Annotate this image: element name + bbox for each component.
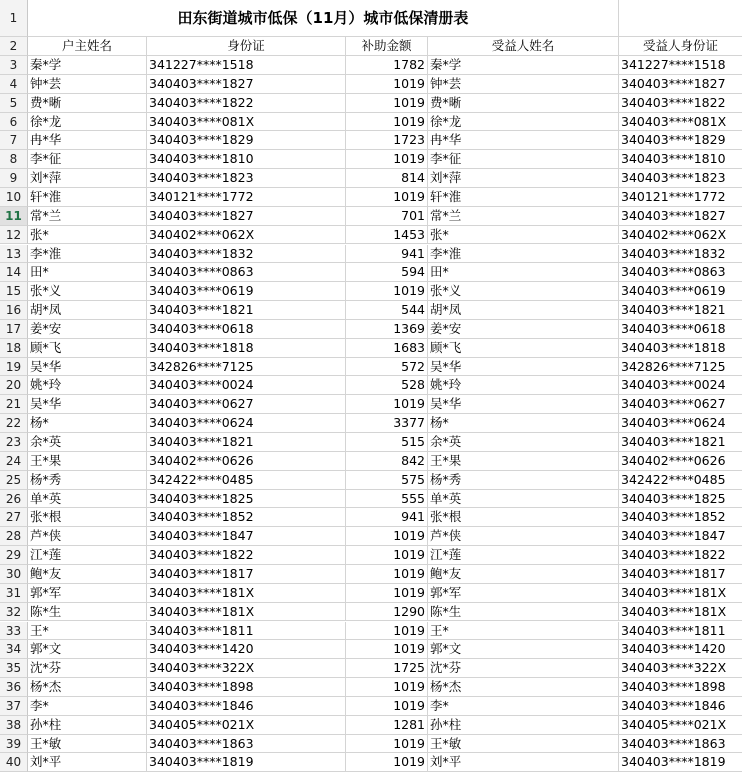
table-row [0, 527, 742, 546]
beneficiary-id-cell[interactable]: 340405****021X [619, 716, 742, 735]
beneficiary-name-cell[interactable]: 吴*华 [428, 395, 619, 414]
householder-name-cell[interactable]: 费*晰 [28, 94, 147, 113]
beneficiary-name-cell[interactable]: 杨* [428, 414, 619, 433]
id-card-cell[interactable]: 340403****1832 [147, 245, 346, 264]
id-card-cell[interactable]: 340403****181X [147, 584, 346, 603]
beneficiary-id-cell[interactable]: 340403****081X [619, 113, 742, 132]
beneficiary-id-cell[interactable]: 340403****1821 [619, 433, 742, 452]
id-card-cell[interactable]: 340403****1847 [147, 527, 346, 546]
beneficiary-name-cell[interactable]: 徐*龙 [428, 113, 619, 132]
beneficiary-id-cell[interactable]: 340403****1817 [619, 565, 742, 584]
beneficiary-name-cell[interactable]: 姚*玲 [428, 376, 619, 395]
beneficiary-name-cell[interactable]: 郭*文 [428, 640, 619, 659]
row-header[interactable]: 12 [0, 226, 28, 245]
table-row [0, 659, 742, 678]
beneficiary-id-cell[interactable]: 340403****0024 [619, 376, 742, 395]
subsidy-amount-cell[interactable]: 3377 [346, 414, 428, 433]
beneficiary-id-cell[interactable]: 340403****1810 [619, 150, 742, 169]
subsidy-amount-cell[interactable]: 1782 [346, 56, 428, 75]
id-card-cell[interactable]: 340403****0627 [147, 395, 346, 414]
beneficiary-name-cell[interactable]: 姜*安 [428, 320, 619, 339]
beneficiary-name-cell[interactable]: 吴*华 [428, 358, 619, 377]
header-row [0, 37, 742, 56]
beneficiary-id-cell[interactable]: 340403****0863 [619, 263, 742, 282]
householder-name-cell[interactable]: 徐*龙 [28, 113, 147, 132]
beneficiary-id-cell[interactable]: 340403****1420 [619, 640, 742, 659]
householder-name-cell[interactable]: 李* [28, 697, 147, 716]
beneficiary-id-cell[interactable]: 340402****0626 [619, 452, 742, 471]
householder-name-cell[interactable]: 姜*安 [28, 320, 147, 339]
householder-name-cell[interactable]: 顾*飞 [28, 339, 147, 358]
beneficiary-name-cell[interactable]: 芦*侠 [428, 527, 619, 546]
householder-name-cell[interactable]: 鲍*友 [28, 565, 147, 584]
beneficiary-name-cell[interactable]: 李*淮 [428, 245, 619, 264]
beneficiary-id-cell[interactable]: 340403****1811 [619, 622, 742, 641]
id-card-cell[interactable]: 340403****1810 [147, 150, 346, 169]
beneficiary-id-cell[interactable]: 340403****1847 [619, 527, 742, 546]
beneficiary-id-cell[interactable]: 342826****7125 [619, 358, 742, 377]
beneficiary-name-cell[interactable]: 孙*柱 [428, 716, 619, 735]
table-row [0, 263, 742, 282]
row-header[interactable]: 16 [0, 301, 28, 320]
beneficiary-name-cell[interactable]: 刘*平 [428, 753, 619, 772]
table-row [0, 320, 742, 339]
id-card-cell[interactable]: 340403****1822 [147, 546, 346, 565]
beneficiary-name-cell[interactable]: 杨*秀 [428, 471, 619, 490]
householder-name-cell[interactable]: 杨*杰 [28, 678, 147, 697]
table-row [0, 735, 742, 754]
beneficiary-id-cell[interactable]: 340403****1821 [619, 301, 742, 320]
householder-name-cell[interactable]: 姚*玲 [28, 376, 147, 395]
beneficiary-id-cell[interactable]: 340403****1832 [619, 245, 742, 264]
beneficiary-name-cell[interactable]: 沈*芬 [428, 659, 619, 678]
table-row [0, 716, 742, 735]
row-header[interactable]: 17 [0, 320, 28, 339]
beneficiary-name-cell[interactable]: 轩*淮 [428, 188, 619, 207]
subsidy-amount-cell[interactable]: 555 [346, 490, 428, 509]
householder-name-cell[interactable]: 钟*芸 [28, 75, 147, 94]
column-header-beneficiary-name[interactable]: 受益人姓名 [428, 37, 619, 56]
subsidy-amount-cell[interactable]: 515 [346, 433, 428, 452]
beneficiary-name-cell[interactable]: 张* [428, 226, 619, 245]
subsidy-amount-cell[interactable]: 1369 [346, 320, 428, 339]
beneficiary-name-cell[interactable]: 李*征 [428, 150, 619, 169]
householder-name-cell[interactable]: 杨*秀 [28, 471, 147, 490]
row-header[interactable]: 38 [0, 716, 28, 735]
householder-name-cell[interactable]: 王*果 [28, 452, 147, 471]
beneficiary-name-cell[interactable]: 杨*杰 [428, 678, 619, 697]
row-header[interactable]: 32 [0, 603, 28, 622]
subsidy-amount-cell[interactable]: 1019 [346, 622, 428, 641]
table-row [0, 188, 742, 207]
table-row [0, 490, 742, 509]
beneficiary-id-cell[interactable]: 340403****1829 [619, 131, 742, 150]
table-row [0, 376, 742, 395]
id-card-cell[interactable]: 340403****1821 [147, 433, 346, 452]
subsidy-amount-cell[interactable]: 575 [346, 471, 428, 490]
subsidy-amount-cell[interactable]: 701 [346, 207, 428, 226]
subsidy-amount-cell[interactable]: 1019 [346, 546, 428, 565]
table-row [0, 207, 742, 226]
id-card-cell[interactable]: 342826****7125 [147, 358, 346, 377]
id-card-cell[interactable]: 340402****0626 [147, 452, 346, 471]
table-row [0, 546, 742, 565]
table-row [0, 471, 742, 490]
beneficiary-id-cell[interactable]: 340403****1898 [619, 678, 742, 697]
subsidy-amount-cell[interactable]: 1683 [346, 339, 428, 358]
row-header[interactable]: 20 [0, 376, 28, 395]
beneficiary-name-cell[interactable]: 王* [428, 622, 619, 641]
beneficiary-name-cell[interactable]: 单*英 [428, 490, 619, 509]
table-row [0, 226, 742, 245]
beneficiary-id-cell[interactable]: 340403****181X [619, 603, 742, 622]
beneficiary-id-cell[interactable]: 341227****1518 [619, 56, 742, 75]
id-card-cell[interactable]: 340403****0624 [147, 414, 346, 433]
subsidy-amount-cell[interactable]: 1453 [346, 226, 428, 245]
householder-name-cell[interactable]: 单*英 [28, 490, 147, 509]
table-row [0, 508, 742, 527]
beneficiary-id-cell[interactable]: 340402****062X [619, 226, 742, 245]
table-row [0, 131, 742, 150]
row-header[interactable]: 33 [0, 622, 28, 641]
householder-name-cell[interactable]: 田* [28, 263, 147, 282]
subsidy-amount-cell[interactable]: 1019 [346, 640, 428, 659]
subsidy-amount-cell[interactable]: 1019 [346, 94, 428, 113]
table-row [0, 282, 742, 301]
id-card-cell[interactable]: 340403****1822 [147, 94, 346, 113]
row-header[interactable]: 24 [0, 452, 28, 471]
row-header[interactable]: 29 [0, 546, 28, 565]
id-card-cell[interactable]: 342422****0485 [147, 471, 346, 490]
table-row [0, 753, 742, 772]
subsidy-amount-cell[interactable]: 528 [346, 376, 428, 395]
beneficiary-name-cell[interactable]: 郭*军 [428, 584, 619, 603]
table-row [0, 678, 742, 697]
beneficiary-id-cell[interactable]: 340403****0619 [619, 282, 742, 301]
beneficiary-name-cell[interactable]: 鲍*友 [428, 565, 619, 584]
subsidy-amount-cell[interactable]: 814 [346, 169, 428, 188]
row-header[interactable]: 31 [0, 584, 28, 603]
table-row [0, 358, 742, 377]
table-row [0, 697, 742, 716]
householder-name-cell[interactable]: 胡*凤 [28, 301, 147, 320]
row-header[interactable]: 22 [0, 414, 28, 433]
subsidy-amount-cell[interactable]: 1019 [346, 282, 428, 301]
householder-name-cell[interactable]: 刘*平 [28, 753, 147, 772]
row-header[interactable]: 15 [0, 282, 28, 301]
householder-name-cell[interactable]: 郭*军 [28, 584, 147, 603]
row-header[interactable]: 26 [0, 490, 28, 509]
subsidy-amount-cell[interactable]: 1019 [346, 735, 428, 754]
id-card-cell[interactable]: 340403****1827 [147, 207, 346, 226]
column-header-subsidy-amount[interactable]: 补助金额 [346, 37, 428, 56]
beneficiary-id-cell[interactable]: 340403****1823 [619, 169, 742, 188]
row-header[interactable]: 34 [0, 640, 28, 659]
column-header-id-card[interactable]: 身份证 [147, 37, 346, 56]
beneficiary-name-cell[interactable]: 胡*凤 [428, 301, 619, 320]
subsidy-amount-cell[interactable]: 1281 [346, 716, 428, 735]
subsidy-amount-cell[interactable]: 1019 [346, 565, 428, 584]
householder-name-cell[interactable]: 张* [28, 226, 147, 245]
beneficiary-id-cell[interactable]: 340121****1772 [619, 188, 742, 207]
householder-name-cell[interactable]: 李*淮 [28, 245, 147, 264]
row-header[interactable]: 19 [0, 358, 28, 377]
id-card-cell[interactable]: 340403****322X [147, 659, 346, 678]
householder-name-cell[interactable]: 张*义 [28, 282, 147, 301]
householder-name-cell[interactable]: 常*兰 [28, 207, 147, 226]
row-header[interactable]: 37 [0, 697, 28, 716]
beneficiary-id-cell[interactable]: 340403****0618 [619, 320, 742, 339]
subsidy-amount-cell[interactable]: 1019 [346, 113, 428, 132]
table-row [0, 452, 742, 471]
beneficiary-id-cell[interactable]: 340403****0627 [619, 395, 742, 414]
householder-name-cell[interactable]: 沈*芬 [28, 659, 147, 678]
id-card-cell[interactable]: 340403****0619 [147, 282, 346, 301]
table-row [0, 603, 742, 622]
table-row [0, 395, 742, 414]
title-row [0, 0, 742, 37]
beneficiary-name-cell[interactable]: 常*兰 [428, 207, 619, 226]
id-card-cell[interactable]: 340403****1821 [147, 301, 346, 320]
subsidy-amount-cell[interactable]: 1019 [346, 584, 428, 603]
beneficiary-id-cell[interactable]: 340403****1827 [619, 207, 742, 226]
beneficiary-name-cell[interactable]: 陈*生 [428, 603, 619, 622]
column-header-beneficiary-id[interactable]: 受益人身份证 [619, 37, 742, 56]
row-header[interactable]: 25 [0, 471, 28, 490]
subsidy-amount-cell[interactable]: 1290 [346, 603, 428, 622]
beneficiary-id-cell[interactable]: 340403****322X [619, 659, 742, 678]
id-card-cell[interactable]: 340403****1827 [147, 75, 346, 94]
table-row [0, 113, 742, 132]
table-row [0, 622, 742, 641]
subsidy-amount-cell[interactable]: 1019 [346, 395, 428, 414]
id-card-cell[interactable]: 340403****1819 [147, 753, 346, 772]
id-card-cell[interactable]: 340403****0863 [147, 263, 346, 282]
beneficiary-name-cell[interactable]: 刘*萍 [428, 169, 619, 188]
table-row [0, 414, 742, 433]
id-card-cell[interactable]: 340403****1420 [147, 640, 346, 659]
row-header[interactable]: 21 [0, 395, 28, 414]
beneficiary-id-cell[interactable]: 340403****0624 [619, 414, 742, 433]
beneficiary-name-cell[interactable]: 田* [428, 263, 619, 282]
householder-name-cell[interactable]: 郭*文 [28, 640, 147, 659]
id-card-cell[interactable]: 340403****181X [147, 603, 346, 622]
householder-name-cell[interactable]: 孙*柱 [28, 716, 147, 735]
row-header[interactable]: 40 [0, 753, 28, 772]
beneficiary-id-cell[interactable]: 340403****181X [619, 584, 742, 603]
beneficiary-id-cell[interactable]: 340403****1846 [619, 697, 742, 716]
table-row [0, 640, 742, 659]
id-card-cell[interactable]: 340121****1772 [147, 188, 346, 207]
subsidy-amount-cell[interactable]: 1019 [346, 75, 428, 94]
table-row [0, 169, 742, 188]
subsidy-amount-cell[interactable]: 1019 [346, 697, 428, 716]
beneficiary-name-cell[interactable]: 张*根 [428, 508, 619, 527]
id-card-cell[interactable]: 340405****021X [147, 716, 346, 735]
beneficiary-name-cell[interactable]: 秦*学 [428, 56, 619, 75]
table-row [0, 150, 742, 169]
id-card-cell[interactable]: 340403****1818 [147, 339, 346, 358]
beneficiary-id-cell[interactable]: 340403****1825 [619, 490, 742, 509]
row-header[interactable]: 39 [0, 735, 28, 754]
beneficiary-name-cell[interactable]: 王*果 [428, 452, 619, 471]
beneficiary-name-cell[interactable]: 冉*华 [428, 131, 619, 150]
id-card-cell[interactable]: 340403****1852 [147, 508, 346, 527]
householder-name-cell[interactable]: 杨* [28, 414, 147, 433]
beneficiary-name-cell[interactable]: 费*晰 [428, 94, 619, 113]
row-header[interactable]: 6 [0, 113, 28, 132]
row-header[interactable]: 7 [0, 131, 28, 150]
row-header[interactable]: 28 [0, 527, 28, 546]
subsidy-amount-cell[interactable]: 842 [346, 452, 428, 471]
id-card-cell[interactable]: 340403****1846 [147, 697, 346, 716]
beneficiary-name-cell[interactable]: 王*敏 [428, 735, 619, 754]
table-row [0, 339, 742, 358]
householder-name-cell[interactable]: 王*敏 [28, 735, 147, 754]
row-header[interactable]: 8 [0, 150, 28, 169]
row-header[interactable]: 11 [0, 207, 28, 226]
row-header[interactable]: 10 [0, 188, 28, 207]
householder-name-cell[interactable]: 陈*生 [28, 603, 147, 622]
table-row [0, 56, 742, 75]
beneficiary-name-cell[interactable]: 张*义 [428, 282, 619, 301]
beneficiary-name-cell[interactable]: 李* [428, 697, 619, 716]
subsidy-amount-cell[interactable]: 941 [346, 508, 428, 527]
id-card-cell[interactable]: 340403****1811 [147, 622, 346, 641]
id-card-cell[interactable]: 340403****1898 [147, 678, 346, 697]
subsidy-amount-cell[interactable]: 1019 [346, 527, 428, 546]
id-card-cell[interactable]: 340403****0024 [147, 376, 346, 395]
beneficiary-id-cell[interactable]: 340403****1822 [619, 94, 742, 113]
row-header[interactable]: 14 [0, 263, 28, 282]
sheet-title[interactable]: 田东街道城市低保（11月）城市低保清册表 [28, 0, 619, 37]
householder-name-cell[interactable]: 王* [28, 622, 147, 641]
table-row [0, 301, 742, 320]
row-header[interactable]: 36 [0, 678, 28, 697]
id-card-cell[interactable]: 340403****081X [147, 113, 346, 132]
subsidy-amount-cell[interactable]: 1723 [346, 131, 428, 150]
subsidy-amount-cell[interactable]: 1725 [346, 659, 428, 678]
householder-name-cell[interactable]: 刘*萍 [28, 169, 147, 188]
table-row [0, 245, 742, 264]
beneficiary-name-cell[interactable]: 钟*芸 [428, 75, 619, 94]
id-card-cell[interactable]: 340403****0618 [147, 320, 346, 339]
id-card-cell[interactable]: 341227****1518 [147, 56, 346, 75]
beneficiary-id-cell[interactable]: 340403****1822 [619, 546, 742, 565]
beneficiary-id-cell[interactable]: 340403****1819 [619, 753, 742, 772]
beneficiary-id-cell[interactable]: 340403****1827 [619, 75, 742, 94]
subsidy-amount-cell[interactable]: 1019 [346, 150, 428, 169]
row-header[interactable]: 2 [0, 37, 28, 56]
id-card-cell[interactable]: 340403****1817 [147, 565, 346, 584]
row-header[interactable]: 3 [0, 56, 28, 75]
householder-name-cell[interactable]: 秦*学 [28, 56, 147, 75]
id-card-cell[interactable]: 340403****1825 [147, 490, 346, 509]
beneficiary-id-cell[interactable]: 342422****0485 [619, 471, 742, 490]
id-card-cell[interactable]: 340403****1823 [147, 169, 346, 188]
row-header[interactable]: 35 [0, 659, 28, 678]
empty-cell[interactable] [619, 0, 742, 37]
subsidy-amount-cell[interactable]: 544 [346, 301, 428, 320]
subsidy-amount-cell[interactable]: 1019 [346, 678, 428, 697]
beneficiary-id-cell[interactable]: 340403****1818 [619, 339, 742, 358]
table-row [0, 433, 742, 452]
householder-name-cell[interactable]: 李*征 [28, 150, 147, 169]
column-header-householder-name[interactable]: 户主姓名 [28, 37, 147, 56]
table-row [0, 565, 742, 584]
id-card-cell[interactable]: 340403****1829 [147, 131, 346, 150]
householder-name-cell[interactable]: 冉*华 [28, 131, 147, 150]
table-row [0, 584, 742, 603]
beneficiary-name-cell[interactable]: 余*英 [428, 433, 619, 452]
beneficiary-id-cell[interactable]: 340403****1863 [619, 735, 742, 754]
id-card-cell[interactable]: 340403****1863 [147, 735, 346, 754]
subsidy-amount-cell[interactable]: 572 [346, 358, 428, 377]
row-header[interactable]: 4 [0, 75, 28, 94]
householder-name-cell[interactable]: 吴*华 [28, 358, 147, 377]
table-row [0, 75, 742, 94]
row-header[interactable]: 23 [0, 433, 28, 452]
row-header[interactable]: 18 [0, 339, 28, 358]
row-header[interactable]: 30 [0, 565, 28, 584]
row-header[interactable]: 9 [0, 169, 28, 188]
householder-name-cell[interactable]: 轩*淮 [28, 188, 147, 207]
subsidy-amount-cell[interactable]: 1019 [346, 753, 428, 772]
householder-name-cell[interactable]: 余*英 [28, 433, 147, 452]
row-header[interactable]: 5 [0, 94, 28, 113]
beneficiary-id-cell[interactable]: 340403****1852 [619, 508, 742, 527]
row-header[interactable]: 1 [0, 0, 28, 37]
subsidy-amount-cell[interactable]: 941 [346, 245, 428, 264]
beneficiary-name-cell[interactable]: 江*莲 [428, 546, 619, 565]
householder-name-cell[interactable]: 江*莲 [28, 546, 147, 565]
row-header[interactable]: 27 [0, 508, 28, 527]
householder-name-cell[interactable]: 张*根 [28, 508, 147, 527]
subsidy-amount-cell[interactable]: 594 [346, 263, 428, 282]
table-row [0, 94, 742, 113]
beneficiary-name-cell[interactable]: 顾*飞 [428, 339, 619, 358]
id-card-cell[interactable]: 340402****062X [147, 226, 346, 245]
row-header[interactable]: 13 [0, 245, 28, 264]
subsidy-amount-cell[interactable]: 1019 [346, 188, 428, 207]
householder-name-cell[interactable]: 吴*华 [28, 395, 147, 414]
householder-name-cell[interactable]: 芦*侠 [28, 527, 147, 546]
